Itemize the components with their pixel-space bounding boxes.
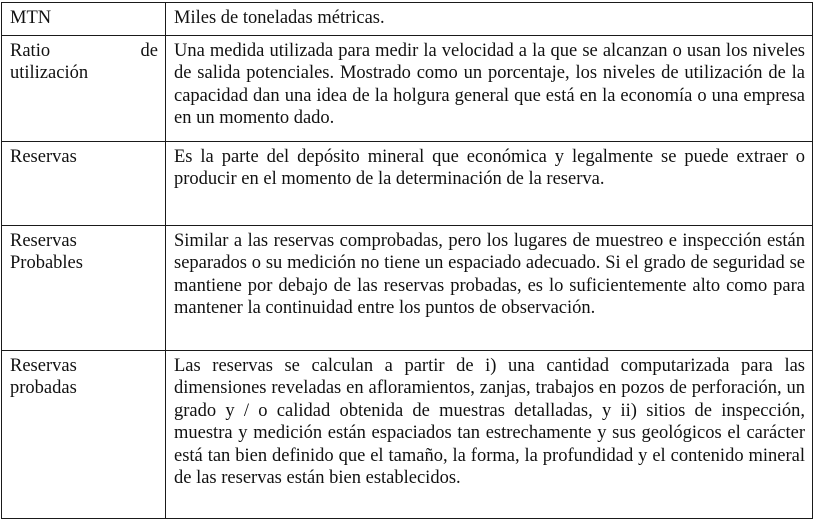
term-text-line: Probables [10, 253, 83, 273]
term-cell [2, 35, 166, 141]
term-cell [2, 141, 166, 225]
term-text: Reservas [10, 146, 77, 167]
term-text: MTN [10, 8, 52, 28]
definition-text: Una medida utilizada para medir la velocidad a la que se alcanzan o usan los niveles de salida potenciales. Mostrado como un porcentaje, los niveles de utilización de la capacidad dan una idea de la holgura general que está en la economía o una empresa en un momento dado. [174, 40, 805, 128]
term-text-line: Ratio de [10, 40, 158, 61]
term-text-line: Reservas [10, 230, 77, 251]
term-text-line: utilización [10, 63, 89, 83]
definition-text: Similar a las reservas comprobadas, pero los lugares de muestreo e inspección están separados o su medición no tiene un espaciado adecuado. Si el grado de seguridad se mantiene por debajo de las reservas probadas, es lo suficientemente alto como para mantener la continuidad entre los puntos de observación. [174, 230, 805, 318]
definition-cell [166, 350, 813, 518]
glossary-table [1, 2, 813, 519]
table-row [2, 35, 813, 141]
term-cell [2, 225, 166, 350]
term-cell [2, 350, 166, 518]
table-row [2, 3, 813, 36]
table-row [2, 141, 813, 225]
term-text-line: Reservas [10, 355, 77, 376]
definition-text: Miles de toneladas métricas. [174, 8, 385, 28]
term-cell [2, 3, 166, 36]
definition-cell [166, 3, 813, 36]
table-row [2, 225, 813, 350]
definition-text: Es la parte del depósito mineral que económica y legalmente se puede extraer o producir en el momento de la determinación de la reserva. [174, 146, 805, 189]
definition-cell [166, 35, 813, 141]
term-text-line: probadas [10, 378, 77, 398]
definition-cell [166, 225, 813, 350]
definition-cell [166, 141, 813, 225]
definition-text: Las reservas se calculan a partir de i) una cantidad computarizada para las dimensiones reveladas en afloramientos, zanjas, trabajos en pozos de perforación, un grado y / o calidad obtenida de muestras detalladas, y ii) sitios de inspección, muestra y medición están espaciados tan estrechamente y sus geológicos el carácter está tan bien definido que el tamaño, la forma, la profundidad y el contenido mineral de las reservas están bien establecidos. [174, 355, 805, 488]
table-row [2, 350, 813, 518]
